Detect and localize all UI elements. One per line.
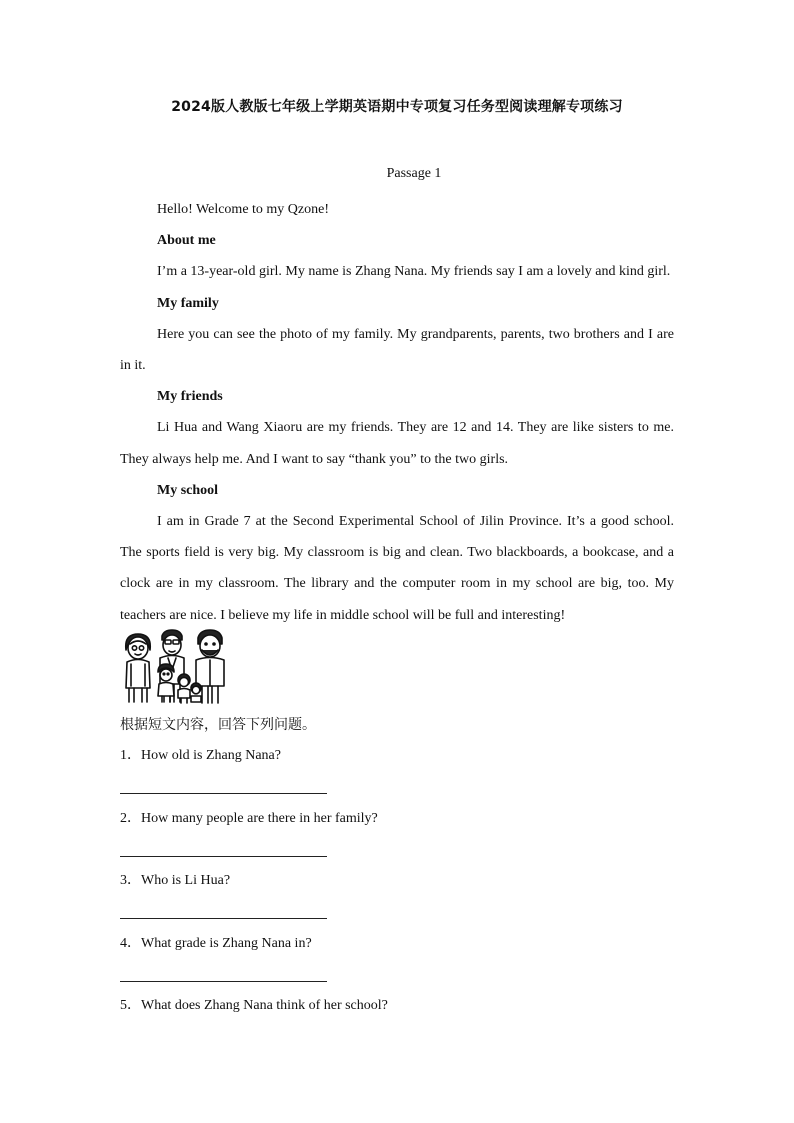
question-text <box>120 744 674 768</box>
family-illustration <box>118 628 230 704</box>
question-number: 5． <box>120 998 141 1013</box>
question-prompt: Who is Li Hua? <box>141 873 231 888</box>
question-text <box>120 807 674 831</box>
question-item <box>120 744 674 807</box>
question-text <box>120 932 674 956</box>
questions-list <box>120 744 674 1057</box>
about-me-paragraph: I’m a 13-year-old girl. My name is Zhang Nana. My friends say I am a lovely and kind girl. <box>157 264 671 280</box>
my-friends-paragraph: Li Hua and Wang Xiaoru are my friends. They are 12 and 14. They are like sisters to me. They always help me. And I want to say “thank you” to the two girls. <box>120 420 674 467</box>
question-prompt: What does Zhang Nana think of her school? <box>141 998 388 1013</box>
question-number: 2． <box>120 810 141 826</box>
passage-label: Passage 1 <box>386 166 442 181</box>
question-prompt: How many people are there in her family? <box>141 810 378 826</box>
question-text <box>120 994 674 1018</box>
my-family-paragraph: Here you can see the photo of my family. My grandparents, parents, two brothers and I are in it. <box>120 326 674 374</box>
question-item <box>120 932 674 995</box>
section-heading-my-friends: My friends <box>157 389 223 405</box>
question-number: 3． <box>120 873 141 888</box>
question-prompt: How old is Zhang Nana? <box>141 748 281 763</box>
document-title: 2024版人教版七年级上学期英语期中专项复习任务型阅读理解专项练习 <box>171 99 623 115</box>
question-item <box>120 869 674 932</box>
answer-line[interactable] <box>120 856 327 857</box>
question-number: 1． <box>120 748 141 763</box>
instruction-text: 根据短文内容，回答下列问题。 <box>120 717 316 733</box>
question-number: 4． <box>120 935 141 951</box>
section-heading-my-school: My school <box>157 482 219 498</box>
section-heading-my-family: My family <box>157 295 219 311</box>
question-item <box>120 807 674 870</box>
answer-line[interactable] <box>120 918 327 919</box>
question-text <box>120 869 674 893</box>
question-item <box>120 994 674 1057</box>
passage-body <box>120 194 674 631</box>
answer-line[interactable] <box>120 793 327 794</box>
answer-line[interactable] <box>120 981 327 982</box>
my-school-paragraph: I am in Grade 7 at the Second Experimental School of Jilin Province. It’s a good school. The sports field is very big. My classroom is big and clean. Two blackboards, a bookcase, and a clock are in my classroom. The library and the computer room in my school are big, too. My teachers are nice. I believe my life in middle school will be full and interesting! <box>120 514 674 623</box>
question-prompt: What grade is Zhang Nana in? <box>141 935 312 951</box>
section-heading-about-me: About me <box>157 233 216 249</box>
greeting-paragraph: Hello! Welcome to my Qzone! <box>157 202 330 217</box>
